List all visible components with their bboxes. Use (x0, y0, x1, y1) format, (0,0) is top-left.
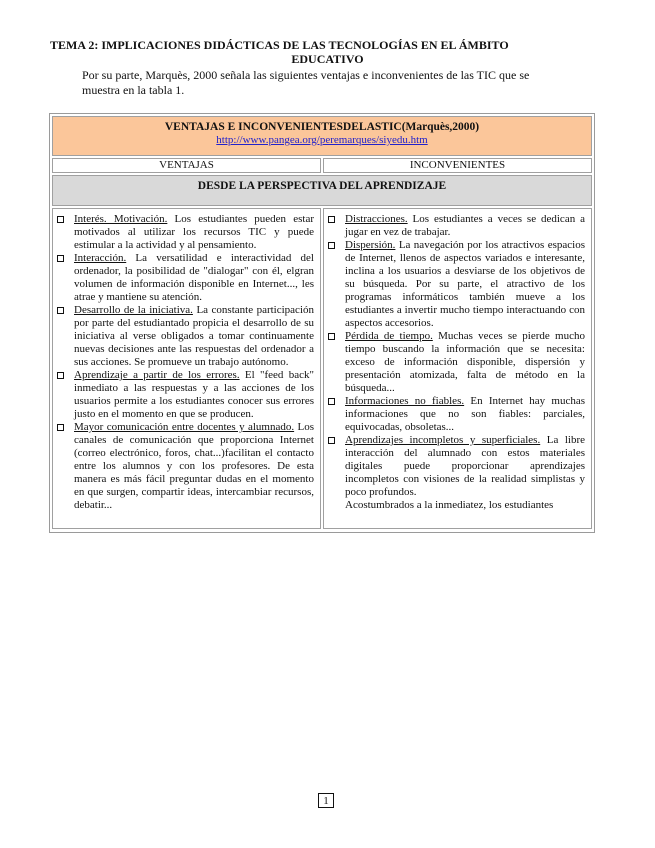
item-term: Desarrollo de la iniciativa. (74, 304, 193, 316)
list-item (328, 330, 585, 395)
list-item (57, 252, 314, 304)
checkbox-bullet-icon (57, 255, 64, 262)
perspective-header: DESDE LA PERSPECTIVA DEL APRENDIZAJE (52, 175, 592, 206)
source-link[interactable]: http://www.pangea.org/peremarques/siyedu.htm (216, 134, 428, 146)
checkbox-bullet-icon (57, 424, 64, 431)
item-text: El "feed back" inmediato a las respuestas y a las acciones de los usuarios permite a los estudiantes conocer sus errores justo en el momento en que se producen. (74, 369, 314, 420)
checkbox-bullet-icon (328, 437, 335, 444)
item-term: Mayor comunicación entre docentes y alumnado. (74, 421, 295, 433)
item-term: Distracciones. (345, 213, 408, 225)
item-term: Interés. Motivación. (74, 213, 168, 225)
item-text: La libre interacción del alumnado con estos materiales digitales puede proporcionar aprendizajes incompletos con visiones de la realidad simplistas y poco profundos. (345, 434, 585, 498)
ventajas-column (52, 208, 321, 529)
item-term: Aprendizaje a partir de los errores. (74, 369, 240, 381)
item-text: Muchas veces se pierde mucho tiempo buscando la información que se necesita: exceso de información disponible, dispersión y presentación atomizada, falta de método en la búsqueda... (345, 330, 585, 394)
column-header-inconvenientes: INCONVENIENTES (323, 158, 592, 173)
checkbox-bullet-icon (57, 307, 64, 314)
item-term: Interacción. (74, 252, 127, 264)
list-item (328, 395, 585, 434)
column-headers (52, 158, 592, 173)
item-text: En Internet hay muchas informaciones que no son fiables: parciales, equivocadas, obsoletas... (345, 395, 586, 433)
item-text: Los estudiantes pueden estar motivados al utilizar los recursos TIC y puede estimular a la actividad y al pensamiento. (74, 213, 314, 251)
list-item (57, 369, 314, 421)
list-item (328, 434, 585, 499)
heading-line-1: TEMA 2: IMPLICACIONES DIDÁCTICAS DE LAS TECNOLOGÍAS EN EL ÁMBITO (50, 38, 509, 52)
checkbox-bullet-icon (328, 216, 335, 223)
continued-text: Acostumbrados a la inmediatez, los estudiantes (345, 499, 554, 511)
document-heading (50, 38, 605, 66)
inconvenientes-column (323, 208, 592, 529)
list-item (57, 304, 314, 369)
item-term: Informaciones no fiables. (345, 395, 465, 407)
item-text: La constante participación por parte del estudiantado propicia el desarrollo de su iniciativa al verse obligados a tomar continuamente nuevas decisiones ante las respuestas del ordenador a sus acciones. Se promueve un trabajo autónomo. (74, 304, 314, 368)
item-term: Dispersión. (345, 239, 396, 251)
heading-line-2: EDUCATIVO (291, 52, 364, 66)
item-text: La versatilidad e interactividad del ordenador, la posibilidad de "dialogar" con él, elgran volumen de información disponible en Internet..., les atrae y mantiene su atención. (74, 252, 314, 303)
checkbox-bullet-icon (328, 333, 335, 340)
list-item (57, 213, 314, 252)
item-text: Los canales de comunicación que proporciona Internet (correo electrónico, foros, chat...)facilitan el contacto entre los alumnos y con los profesores. De esta manera es más fácil preguntar dudas en el momento en que surgen, compartir ideas, intercambiar recursos, debatir... (74, 421, 315, 511)
checkbox-bullet-icon (57, 372, 64, 379)
intro-paragraph: Por su parte, Marquès, 2000 señala las siguientes ventajas e inconvenientes de las TIC que se muestra en la tabla 1. (82, 68, 530, 97)
table-title: VENTAJAS E INCONVENIENTESDELASTIC(Marquès,2000) (164, 121, 480, 133)
ventajas-inconvenientes-table (49, 113, 595, 533)
checkbox-bullet-icon (57, 216, 64, 223)
checkbox-bullet-icon (328, 242, 335, 249)
item-text: La navegación por los atractivos espacios de Internet, llenos de aspectos variados e interesante, inclina a los usuarios a desviarse de los objetivos de su búsqueda. Por su parte, el atractivo de los programas informáticos también mueve a los estudiantes a invertir mucho tiempo interactuando con aspectos accesorios. (345, 239, 585, 329)
item-text: Los estudiantes a veces se dedican a jugar en vez de trabajar. (345, 213, 585, 238)
list-item (328, 213, 585, 239)
page-number: 1 (318, 793, 334, 808)
table-title-band (52, 116, 592, 156)
table-body (52, 208, 592, 529)
item-term: Pérdida de tiempo. (345, 330, 433, 342)
column-header-ventajas: VENTAJAS (52, 158, 321, 173)
list-item (57, 421, 314, 512)
checkbox-bullet-icon (328, 398, 335, 405)
list-item (328, 239, 585, 330)
item-term: Aprendizajes incompletos y superficiales. (345, 434, 541, 446)
